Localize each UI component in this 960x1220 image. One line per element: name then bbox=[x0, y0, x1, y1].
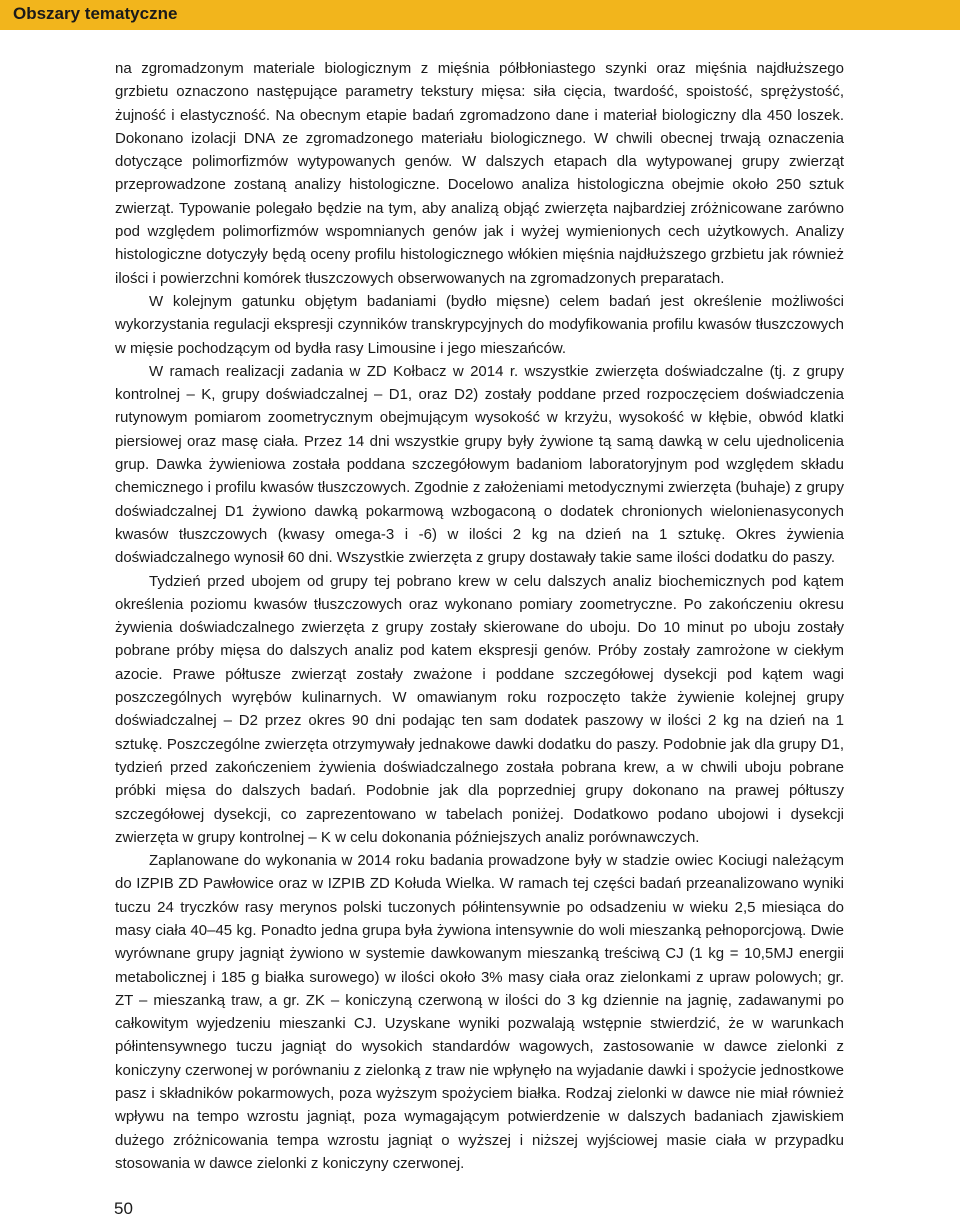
page-number: 50 bbox=[114, 1199, 133, 1218]
paragraph-2: W kolejnym gatunku objętym badaniami (bydło mięsne) celem badań jest określenie możliwości wykorzystania regulacji ekspresji czynników transkrypcyjnych do modyfikowania profilu kwasów tłuszczowych w mięsie pochodzącym od bydła rasy Limousine i jego mieszańców. bbox=[115, 292, 844, 357]
section-title: Obszary tematyczne bbox=[13, 4, 178, 23]
paragraph-1: na zgromadzonym materiale biologicznym z mięśnia półbłoniastego szynki oraz mięśnia najdłuższego grzbietu oznaczono następujące parametry tekstury mięsa: siła cięcia, twardość, spoistość, sprężystość, żujność i elastyczność. Na obecnym etapie badań zgromadzono dane i materiał biologiczny dla 450 loszek. Dokonano izolacji DNA ze zgromadzonego materiału biologicznego. W chwili obecnej trwają oznaczenia dotyczące polimorfizmów wytypowanych genów. W dalszych etapach dla wytypowanej grupy zwierząt przeprowadzone zostaną analizy histologiczne. Docelowo analiza histologiczna obejmie około 250 sztuk zwierząt. Typowanie polegało będzie na tym, aby analizą objąć zwierzęta najbardziej zróżnicowane zarówno pod względem polimorfizmów wspomnianych genów jak i wyżej wymienionych cech użytkowych. Analizy histologiczne dotyczyły będą oceny profilu histologicznego włókien mięśnia najdłuższego grzbietu jak również ilości i powierzchni komórek tłuszczowych obserwowanych na zgromadzonych preparatach. bbox=[115, 60, 844, 287]
paragraph-4: Tydzień przed ubojem od grupy tej pobrano krew w celu dalszych analiz biochemicznych pod kątem określenia poziomu kwasów tłuszczowych oraz wykonano pomiary zoometryczne. Po zakończeniu okresu żywienia doświadczalnego zwierzęta z grupy zostały skierowane do uboju. Do 10 minut po uboju zostały pobrane próby mięsa do dalszych analiz pod katem ekspresji genów. Próby zostały zamrożone w ciekłym azocie. Prawe półtusze zwierząt zostały zważone i poddane szczegółowej dysekcji pod kątem wagi poszczególnych wyrębów kulinarnych. W omawianym roku rozpoczęto także żywienie kolejnej grupy doświadczalnej – D2 przez okres 90 dni podając ten sam dodatek paszowy w ilości 2 kg na dzień na 1 sztukę. Poszczególne zwierzęta otrzymywały jednakowe dawki dodatku do paszy. Podobnie jak dla grupy D1, tydzień przed zakończeniem żywienia doświadczalnego została pobrana krew, a w chwili uboju pobrane próbki mięsa do dalszych badań. Podobnie jak dla poprzedniej grupy dokonano na prawej półtuszy szczegółowej dysekcji, co zaprezentowano w tabelach poniżej. Dodatkowo podano ubojowi i dysekcji zwierzęta w grupy kontrolnej – K w celu dokonania późniejszych analiz porównawczych. bbox=[115, 572, 844, 846]
header-bar bbox=[0, 0, 960, 30]
body-text bbox=[115, 57, 844, 1175]
paragraph-5: Zaplanowane do wykonania w 2014 roku badania prowadzone były w stadzie owiec Kociugi należącym do IZPIB ZD Pawłowice oraz w IZPIB ZD Kołuda Wielka. W ramach tej części badań przeanalizowano wyniki tuczu 24 tryczków rasy merynos polski tuczonych półintensywnie po odsadzeniu w wieku 2,5 miesiąca do masy ciała 40–45 kg. Ponadto jedna grupa była żywiona intensywnie do woli mieszanką pełnoporcjową. Dwie wyrównane grupy jagniąt żywiono w systemie dawkowanym mieszanką treściwą CJ (1 kg = 10,5MJ energii metabolicznej i 185 g białka surowego) w ilości około 3% masy ciała oraz zielonkami z upraw polowych; gr. ZT – mieszanką traw, a gr. ZK – koniczyną czerwoną w ilości do 3 kg dziennie na jagnię, zadawanymi po całkowitym wyjedzeniu mieszanki CJ. Uzyskane wyniki pozwalają wstępnie stwierdzić, że w warunkach półintensywnego tuczu jagniąt do wysokich standardów wagowych, zastosowanie w dawce zielonki z koniczyny czerwonej w porównaniu z zielonką z traw nie wpłynęło na wyjadanie dawki i spożycie jednostkowe pasz i składników pokarmowych, poza wyższym spożyciem białka. Rodzaj zielonki w dawce nie miał również wpływu na tempo wzrostu jagniąt, poza wymagającym potwierdzenie w dalszych badaniach zjawiskiem dużego zróżnicowania tempa wzrostu jagniąt o wyższej i niższej wyjściowej masie ciała w przypadku stosowania w dawce zielonki z koniczyny czerwonej. bbox=[115, 852, 844, 1172]
paragraph-3: W ramach realizacji zadania w ZD Kołbacz w 2014 r. wszystkie zwierzęta doświadczalne (tj. z grupy kontrolnej – K, grupy doświadczalnej – D1, oraz D2) zostały poddane przed rozpoczęciem doświadczenia rutynowym pomiarom zoometrycznym obejmującym wysokość w krzyżu, wysokość w kłębie, obwód klatki piersiowej oraz masę ciała. Przez 14 dni wszystkie grupy były żywione tą samą dawką w celu ujednolicenia grup. Dawka żywieniowa została poddana szczegółowym badaniom laboratoryjnym pod względem składu chemicznego i profilu kwasów tłuszczowych. Zgodnie z założeniami metodycznymi zwierzęta (buhaje) z grupy doświadczalnej D1 żywiono dawką pokarmową wzbogaconą o dodatek chronionych wielonienasyconych kwasów tłuszczowych (kwasy omega-3 i -6) w ilości 2 kg na dzień na 1 sztukę. Okres żywienia doświadczalnego wynosił 60 dni. Wszystkie zwierzęta z grupy dostawały takie same ilości dodatku do paszy. bbox=[115, 362, 844, 567]
